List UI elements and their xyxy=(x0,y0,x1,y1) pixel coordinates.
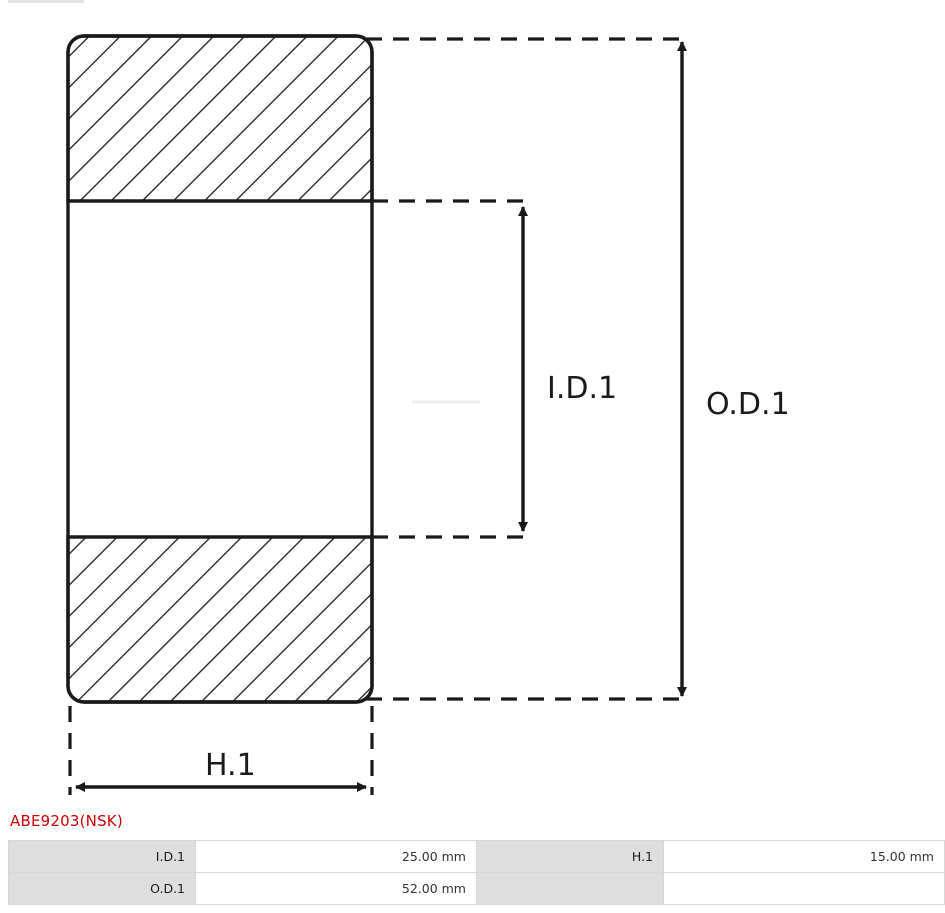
upper-race-hatch xyxy=(68,36,372,201)
spec-value-empty xyxy=(664,873,945,905)
specifications-table xyxy=(8,840,945,905)
spec-key-h1: H.1 xyxy=(477,841,664,873)
table-row xyxy=(9,873,945,905)
spec-key-empty xyxy=(477,873,664,905)
spec-key-id1: I.D.1 xyxy=(9,841,196,873)
outer-diameter-label: O.D.1 xyxy=(706,387,790,422)
height-label: H.1 xyxy=(205,748,256,783)
spec-value-od1: 52.00 mm xyxy=(196,873,477,905)
inner-diameter-label: I.D.1 xyxy=(547,371,618,406)
spec-key-od1: O.D.1 xyxy=(9,873,196,905)
table-row xyxy=(9,841,945,873)
spec-value-id1: 25.00 mm xyxy=(196,841,477,873)
lower-race-hatch xyxy=(68,537,372,702)
spec-value-h1: 15.00 mm xyxy=(664,841,945,873)
part-code: ABE9203(NSK) xyxy=(10,812,123,830)
